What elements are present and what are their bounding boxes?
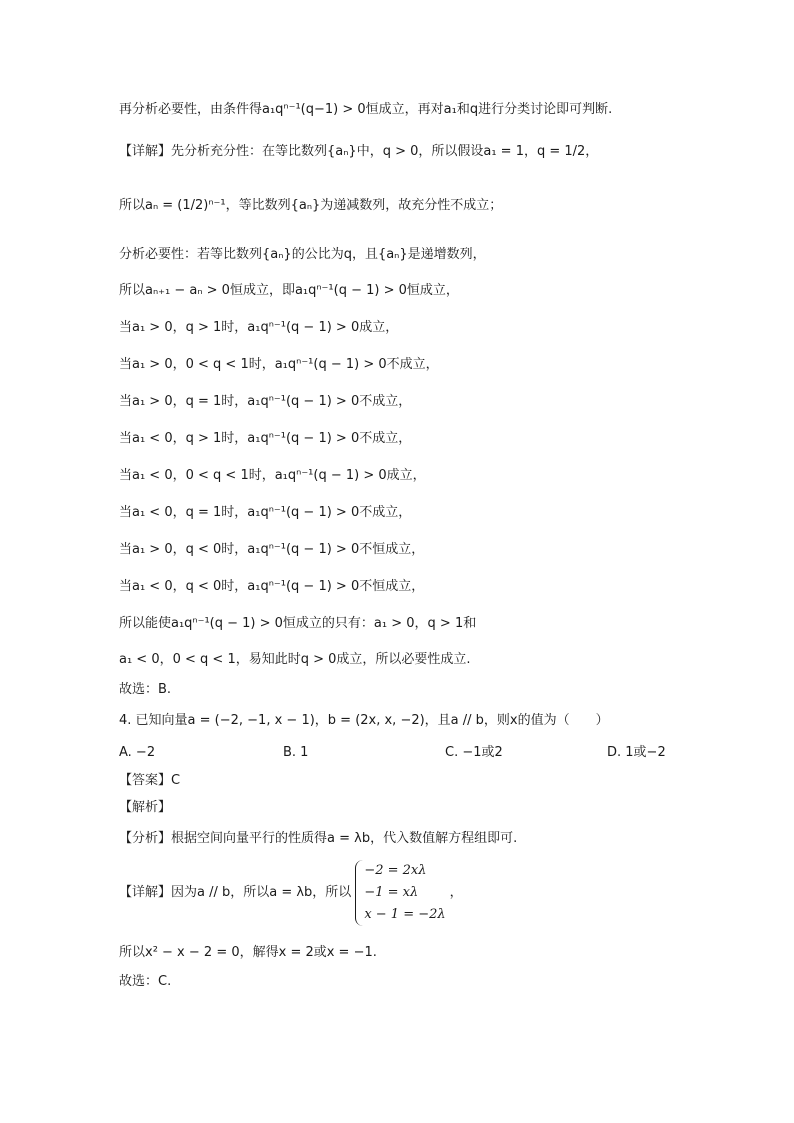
text-line: 所以能使a₁qⁿ⁻¹(q − 1) > 0恒成立的只有：a₁ > 0，q > 1和 — [119, 616, 477, 631]
text-line: 当a₁ < 0，q < 0时，a₁qⁿ⁻¹(q − 1) > 0不恒成立， — [119, 579, 425, 594]
text-line: a₁ < 0，0 < q < 1，易知此时q > 0成立，所以必要性成立. — [119, 652, 471, 667]
text-line: 当a₁ > 0，q > 1时，a₁qⁿ⁻¹(q − 1) > 0成立， — [119, 320, 399, 335]
system-suffix: ， — [449, 885, 463, 900]
text-line: 再分析必要性，由条件得a₁qⁿ⁻¹(q−1) > 0恒成立，再对a₁和q进行分类讨论即可判断. — [119, 102, 613, 117]
option-d: D. 1或−2 — [607, 745, 666, 760]
analysis-heading: 【解析】 — [119, 800, 172, 815]
text-line: 故选：B. — [119, 682, 172, 697]
question-stem: 4. 已知向量a = (−2, −1, x − 1)，b = (2x, x, −2)，且a // b，则x的值为（ ） — [119, 713, 609, 728]
equation-3: x − 1 = −2λ — [364, 907, 446, 922]
equation-2: −1 = xλ — [364, 885, 419, 900]
analysis-text: 【分析】根据空间向量平行的性质得a = λb，代入数值解方程组即可. — [119, 831, 518, 846]
option-b: B. 1 — [283, 745, 309, 760]
text-line: 当a₁ > 0，q = 1时，a₁qⁿ⁻¹(q − 1) > 0不成立， — [119, 394, 412, 409]
text-line: 所以aₙ = (1/2)ⁿ⁻¹，等比数列{aₙ}为递减数列，故充分性不成立； — [119, 198, 503, 213]
result-line: 所以x² − x − 2 = 0，解得x = 2或x = −1. — [119, 945, 377, 960]
text-line: 当a₁ < 0，q > 1时，a₁qⁿ⁻¹(q − 1) > 0不成立， — [119, 431, 412, 446]
final-answer: 故选：C. — [119, 974, 172, 989]
answer-label: 【答案】C — [119, 773, 181, 788]
text-line: 当a₁ < 0，q = 1时，a₁qⁿ⁻¹(q − 1) > 0不成立， — [119, 505, 412, 520]
text-line: 【详解】先分析充分性：在等比数列{aₙ}中，q > 0，所以假设a₁ = 1，q = 1/2， — [119, 144, 599, 159]
text-line: 当a₁ > 0，q < 0时，a₁qⁿ⁻¹(q − 1) > 0不恒成立， — [119, 542, 425, 557]
option-c: C. −1或2 — [445, 745, 503, 760]
equation-system — [355, 860, 445, 926]
equation-1: −2 = 2xλ — [364, 863, 427, 878]
text-line: 所以aₙ₊₁ − aₙ > 0恒成立，即a₁qⁿ⁻¹(q − 1) > 0恒成立， — [119, 283, 459, 298]
text-line: 分析必要性：若等比数列{aₙ}的公比为q，且{aₙ}是递增数列， — [119, 247, 486, 262]
option-a: A. −2 — [119, 745, 156, 760]
detail-prefix: 【详解】因为a // b，所以a = λb，所以 — [119, 885, 352, 900]
text-line: 当a₁ < 0，0 < q < 1时，a₁qⁿ⁻¹(q − 1) > 0成立， — [119, 468, 426, 483]
detail-line — [119, 860, 463, 926]
text-line: 当a₁ > 0，0 < q < 1时，a₁qⁿ⁻¹(q − 1) > 0不成立， — [119, 357, 439, 372]
